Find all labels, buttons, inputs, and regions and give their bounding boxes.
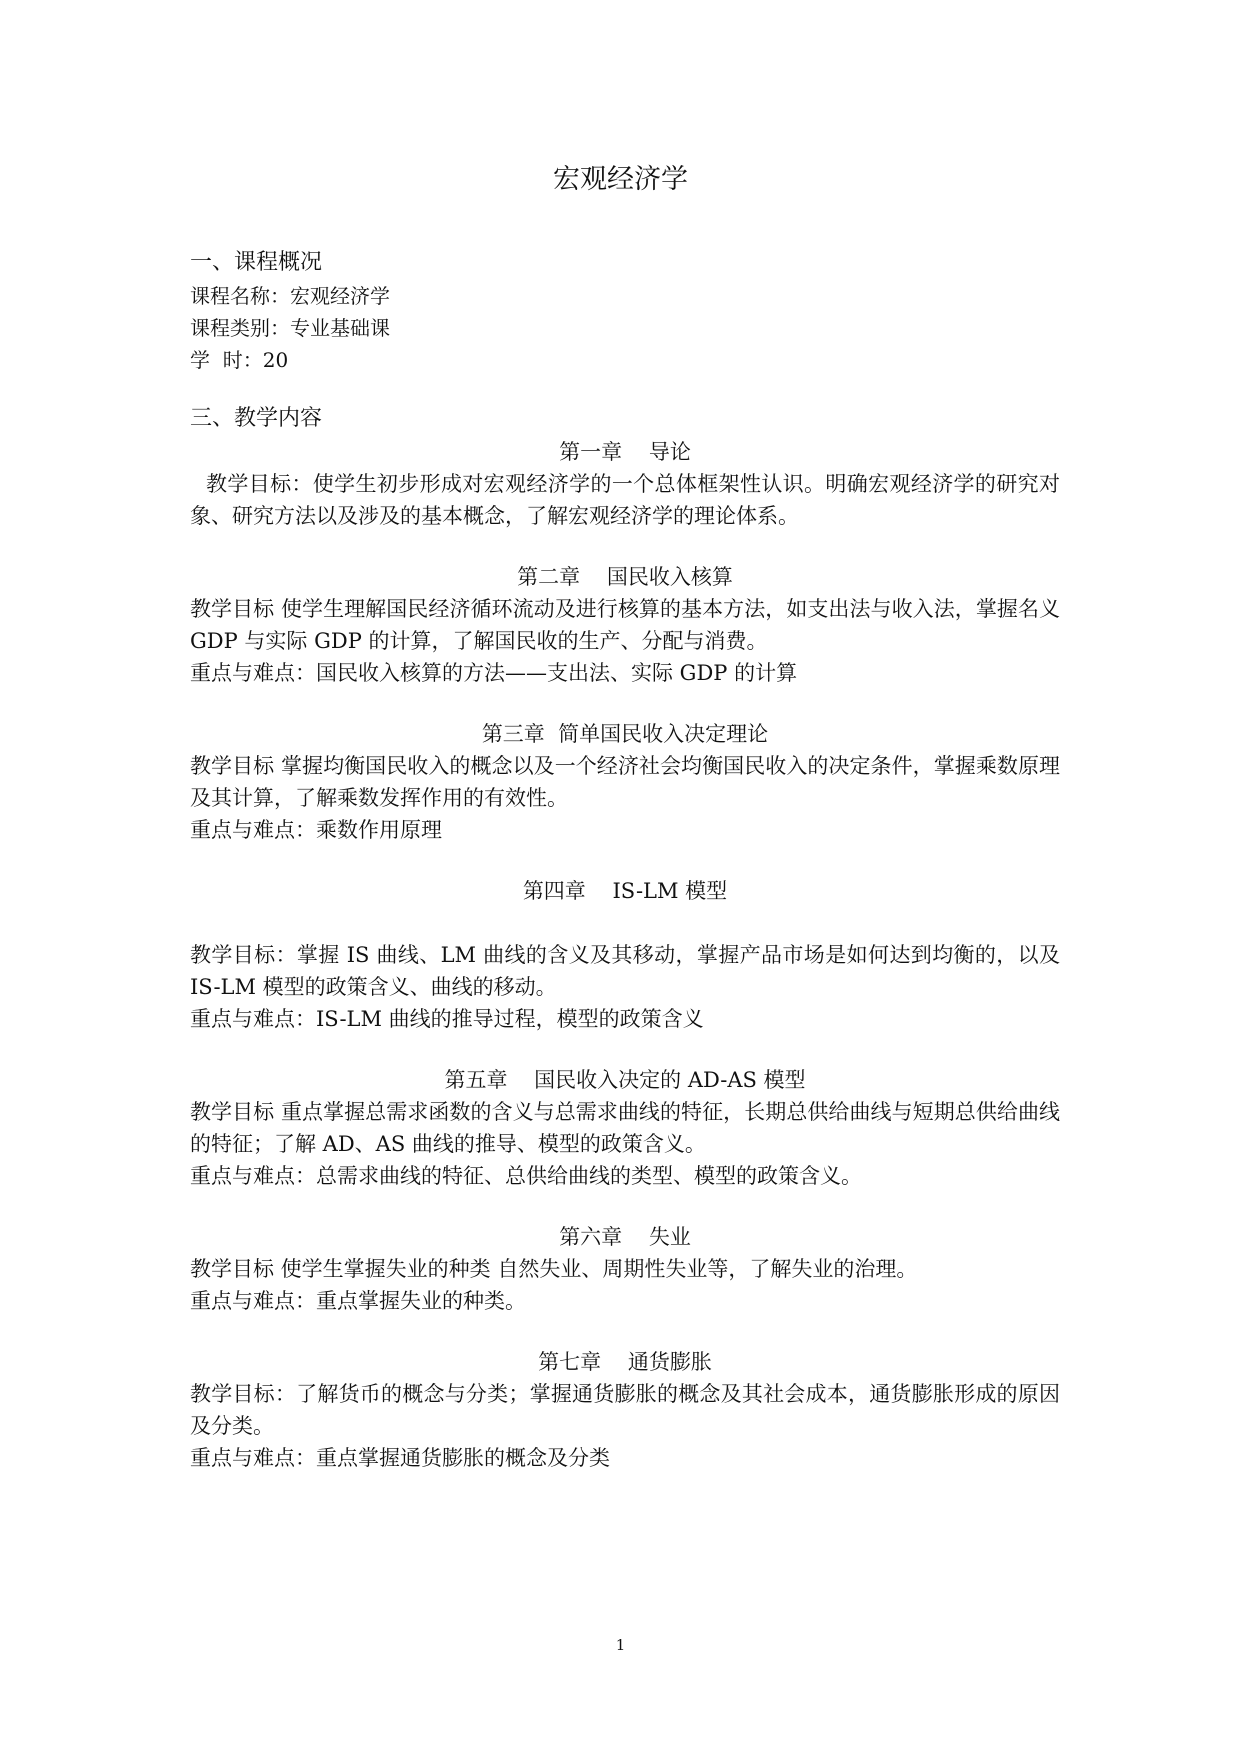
overview-info <box>190 280 1060 376</box>
chapter-objective: 教学目标：了解货币的概念与分类；掌握通货膨胀的概念及其社会成本，通货膨胀形成的原因及分类。 <box>190 1382 1060 1438</box>
chapter-title: 第二章 国民收入核算 <box>517 565 733 589</box>
course-category-line: 课程类别：专业基础课 <box>190 316 390 340</box>
chapter-title: 第三章 简单国民收入决定理论 <box>481 722 769 746</box>
chapter-key-points: 重点与难点：总需求曲线的特征、总供给曲线的类型、模型的政策含义。 <box>190 1164 862 1188</box>
teaching-content-section <box>190 404 1060 1474</box>
course-overview-section <box>190 248 1060 376</box>
course-name-line: 课程名称：宏观经济学 <box>190 284 390 308</box>
chapter-key-points: 重点与难点：IS-LM 曲线的推导过程，模型的政策含义 <box>190 1007 704 1031</box>
chapter-objective: 教学目标：掌握 IS 曲线、LM 曲线的含义及其移动，掌握产品市场是如何达到均衡的，以及 IS-LM 模型的政策含义、曲线的移动。 <box>190 943 1060 999</box>
course-hours-line: 学 时：20 <box>190 348 289 372</box>
chapter-5 <box>190 1064 1060 1192</box>
chapter-3 <box>190 718 1060 846</box>
chapter-objective: 教学目标 重点掌握总需求函数的含义与总需求曲线的特征，长期总供给曲线与短期总供给曲线的特征；了解 AD、AS 曲线的推导、模型的政策含义。 <box>190 1100 1060 1156</box>
chapter-key-points: 重点与难点：重点掌握失业的种类。 <box>190 1289 526 1313</box>
chapter-objective: 教学目标 掌握均衡国民收入的概念以及一个经济社会均衡国民收入的决定条件，掌握乘数原理及其计算，了解乘数发挥作用的有效性。 <box>190 754 1060 810</box>
chapter-objective: 教学目标：使学生初步形成对宏观经济学的一个总体框架性认识。明确宏观经济学的研究对象、研究方法以及涉及的基本概念，了解宏观经济学的理论体系。 <box>190 472 1060 528</box>
chapter-key-points: 重点与难点：重点掌握通货膨胀的概念及分类 <box>190 1446 610 1470</box>
chapter-key-points: 重点与难点：国民收入核算的方法——支出法、实际 GDP 的计算 <box>190 661 798 685</box>
chapter-title: 第五章 国民收入决定的 AD-AS 模型 <box>444 1068 806 1092</box>
chapter-title: 第七章 通货膨胀 <box>538 1350 712 1374</box>
page-number: 1 <box>615 1636 626 1654</box>
document-title: 宏观经济学 <box>553 164 688 195</box>
chapter-title: 第四章 IS-LM 模型 <box>522 879 728 903</box>
chapter-title: 第六章 失业 <box>559 1225 691 1249</box>
blank-line <box>190 907 1060 939</box>
chapter-key-points: 重点与难点：乘数作用原理 <box>190 818 442 842</box>
chapter-4 <box>190 875 1060 1035</box>
document-body <box>190 248 1060 1474</box>
chapter-6 <box>190 1221 1060 1317</box>
chapter-objective: 教学目标 使学生掌握失业的种类 自然失业、周期性失业等，了解失业的治理。 <box>190 1257 918 1281</box>
overview-heading: 一、课程概况 <box>190 250 323 275</box>
chapter-7 <box>190 1346 1060 1474</box>
chapter-title: 第一章 导论 <box>559 440 691 464</box>
chapter-1 <box>190 436 1060 532</box>
content-heading: 三、教学内容 <box>190 406 323 431</box>
chapter-objective: 教学目标 使学生理解国民经济循环流动及进行核算的基本方法，如支出法与收入法，掌握名义 GDP 与实际 GDP 的计算，了解国民收的生产、分配与消费。 <box>190 597 1060 653</box>
chapter-2 <box>190 561 1060 689</box>
